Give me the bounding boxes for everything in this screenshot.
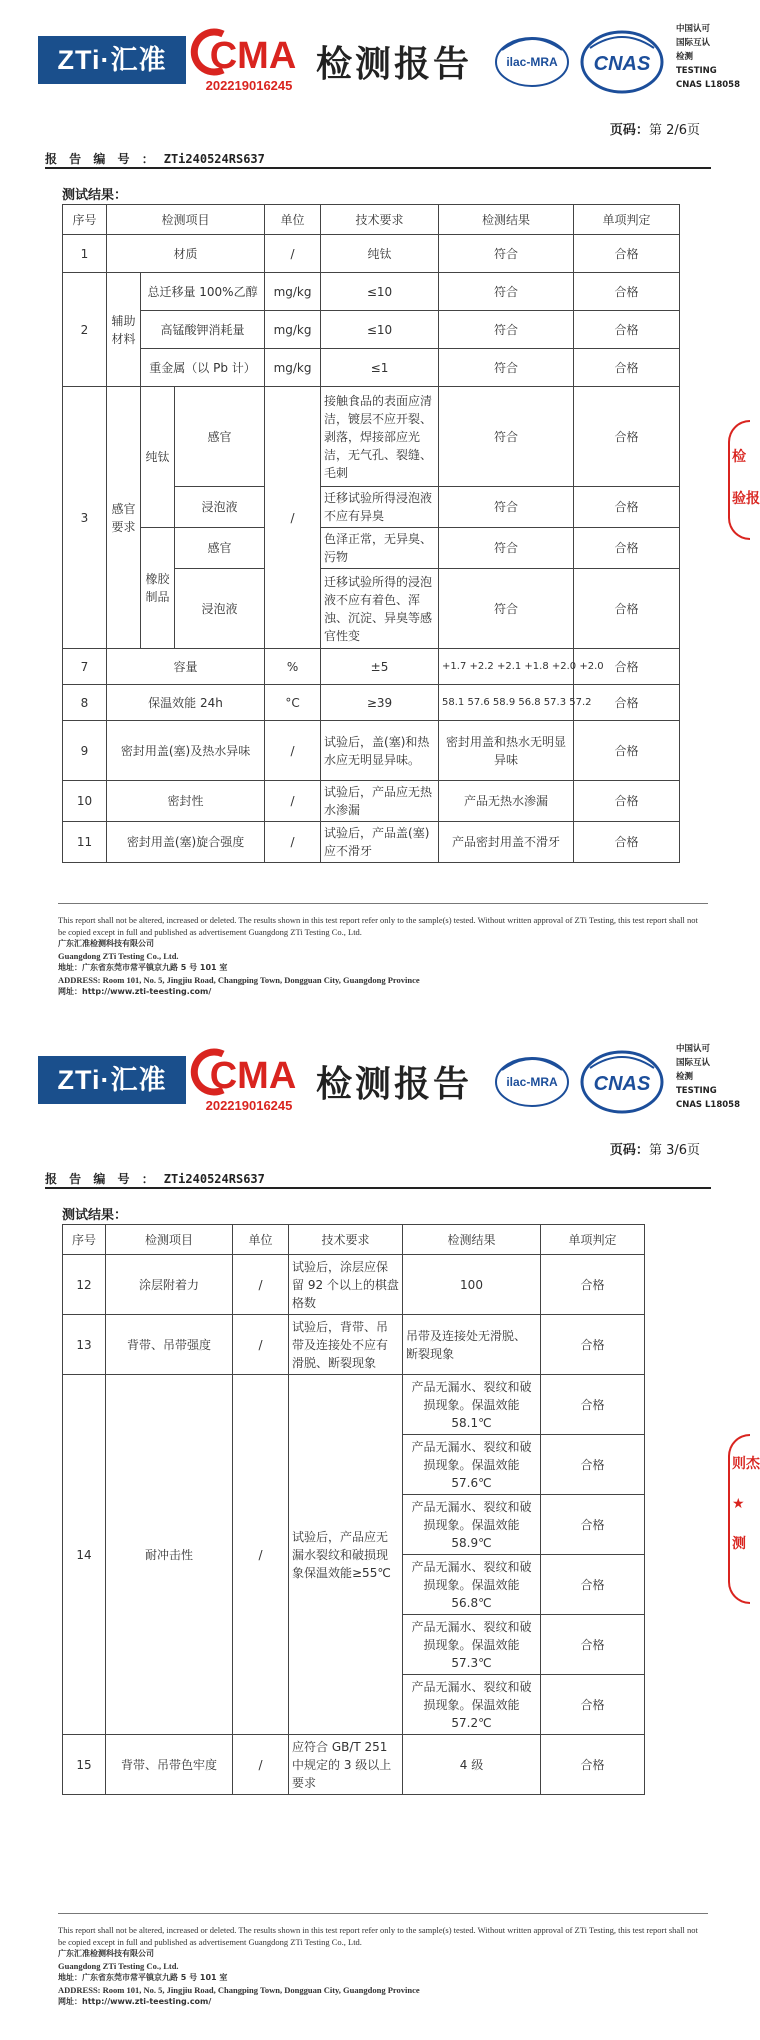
ilac-mra-logo bbox=[494, 28, 570, 96]
cnas-text: CNAS bbox=[593, 53, 651, 75]
results-table-a bbox=[62, 204, 680, 863]
report-footer: This report shall not be altered, increased or deleted. The results shown in this test report refer only to the sample(s) tested. Without written approval of ZTi Testing, this test report shall not be copied except in full and published as advertisement Guangdong ZTi Testing Co., Ltd. 广东汇准检测科技有限公司 Guangdong ZTi Testing Co., Ltd. 地址：广东省东莞市常平镇京九路 5 号 101 室 ADDRESS: Room 101, No. 5, Jingjiu Road, Changping Town, Dongguan City, Guangdong Province 网址：http://www.zti-teesting.com/ bbox=[58, 915, 698, 996]
cma-logo-text: CMA bbox=[209, 35, 297, 77]
table-row: 7 容量 % ±5 +1.7 +2.2 +2.1 +1.8 +2.0 +2.0 合格 bbox=[63, 649, 680, 685]
table-row: 10 密封性 / 试验后，产品应无热水渗漏 产品无热水渗漏 合格 bbox=[63, 781, 680, 822]
section-title: 测试结果： bbox=[62, 188, 128, 203]
table-row: 重金属（以 Pb 计） mg/kg ≤1 符合 合格 bbox=[63, 349, 680, 387]
footer-divider bbox=[58, 1913, 708, 1914]
cert-info: 中国认可 国际互认 检测 TESTING CNAS L18058 bbox=[676, 1044, 740, 1110]
report-header bbox=[0, 1042, 750, 1122]
cma-logo bbox=[195, 1048, 303, 1096]
cma-logo bbox=[195, 28, 303, 76]
table-row: 3 感官要求 纯钛 感官 / 接触食品的表面应清洁，镀层不应开裂、剥落，焊接部应光洁，无气孔、裂缝、毛刺 符合 合格 bbox=[63, 387, 680, 487]
table-row: 14 耐冲击性 / 试验后，产品应无漏水裂纹和破损现象保温效能≥55℃ 产品无漏水、裂纹和破损现象。保温效能 58.1℃ 合格 bbox=[63, 1375, 645, 1435]
page-number: 页码：第 2/6页 bbox=[609, 123, 700, 138]
page-number: 页码：第 3/6页 bbox=[609, 1143, 700, 1158]
cnas-logo bbox=[580, 28, 664, 96]
cnas-logo bbox=[580, 1048, 664, 1116]
table-header: 序号 检测项目 单位 技术要求 检测结果 单项判定 bbox=[63, 1225, 645, 1255]
table-row: 高锰酸钾消耗量 mg/kg ≤10 符合 合格 bbox=[63, 311, 680, 349]
cma-number: 202219016245 bbox=[205, 78, 293, 93]
table-row: 8 保温效能 24h °C ≥39 58.1 57.6 58.9 56.8 57.3 57.2 合格 bbox=[63, 685, 680, 721]
table-row: 浸泡液 迁移试验所得的浸泡液不应有着色、浑浊、沉淀、异臭等感官性变 符合 合格 bbox=[63, 569, 680, 649]
table-row: 产品无漏水、裂纹和破损现象。保温效能 58.9℃ 合格 bbox=[63, 1495, 645, 1555]
report-page-3 bbox=[0, 1020, 760, 2040]
report-header bbox=[0, 22, 750, 102]
table-row: 产品无漏水、裂纹和破损现象。保温效能 57.3℃ 合格 bbox=[63, 1615, 645, 1675]
table-row: 橡胶制品 感官 色泽正常，无异臭、污物 符合 合格 bbox=[63, 528, 680, 569]
table-row: 11 密封用盖(塞)旋合强度 / 试验后，产品盖(塞)应不滑牙 产品密封用盖不滑牙 合格 bbox=[63, 822, 680, 863]
table-row: 产品无漏水、裂纹和破损现象。保温效能 56.8℃ 合格 bbox=[63, 1555, 645, 1615]
zti-logo: ZTi·汇准 bbox=[38, 36, 186, 84]
report-title: 检测报告 bbox=[316, 1064, 473, 1105]
table-row: 12 涂层附着力 / 试验后，涂层应保留 92 个以上的棋盘格数 100 合格 bbox=[63, 1255, 645, 1315]
divider bbox=[45, 167, 711, 169]
table-row: 浸泡液 迁移试验所得浸泡液不应有异臭 符合 合格 bbox=[63, 487, 680, 528]
seal-stamp: 则杰 ★ 测 bbox=[728, 1434, 750, 1604]
section-title: 测试结果： bbox=[62, 1208, 128, 1223]
footer-divider bbox=[58, 903, 708, 904]
table-row: 2 辅助材料 总迁移量 100%乙醇 mg/kg ≤10 符合 合格 bbox=[63, 273, 680, 311]
results-table-b bbox=[62, 1224, 645, 1795]
table-row: 产品无漏水、裂纹和破损现象。保温效能 57.2℃ 合格 bbox=[63, 1675, 645, 1735]
table-row: 1 材质 / 纯钛 符合 合格 bbox=[63, 235, 680, 273]
cert-info: 中国认可 国际互认 检测 TESTING CNAS L18058 bbox=[676, 24, 740, 90]
report-number: 报 告 编 号 ： ZTi240524RS637 bbox=[45, 152, 265, 166]
cma-number: 202219016245 bbox=[205, 1098, 293, 1113]
seal-stamp: 检 验报 bbox=[728, 420, 750, 540]
table-row: 9 密封用盖(塞)及热水异味 / 试验后，盖(塞)和热水应无明显异味。 密封用盖和热水无明显异味 合格 bbox=[63, 721, 680, 781]
report-title: 检测报告 bbox=[316, 44, 473, 85]
table-row: 15 背带、吊带色牢度 / 应符合 GB/T 251 中规定的 3 级以上要求 4 级 合格 bbox=[63, 1735, 645, 1795]
cma-logo-text: CMA bbox=[209, 1055, 297, 1097]
ilac-text: ilac-MRA bbox=[506, 1075, 558, 1089]
table-header: 序号 检测项目 单位 技术要求 检测结果 单项判定 bbox=[63, 205, 680, 235]
report-footer: This report shall not be altered, increased or deleted. The results shown in this test report refer only to the sample(s) tested. Without written approval of ZTi Testing, this test report shall not be copied except in full and published as advertisement Guangdong ZTi Testing Co., Ltd. 广东汇准检测科技有限公司 Guangdong ZTi Testing Co., Ltd. 地址：广东省东莞市常平镇京九路 5 号 101 室 ADDRESS: Room 101, No. 5, Jingjiu Road, Changping Town, Dongguan City, Guangdong Province 网址：http://www.zti-teesting.com/ bbox=[58, 1925, 698, 2006]
divider bbox=[45, 1187, 711, 1189]
zti-logo: ZTi·汇准 bbox=[38, 1056, 186, 1104]
ilac-mra-logo bbox=[494, 1048, 570, 1116]
table-row: 产品无漏水、裂纹和破损现象。保温效能 57.6℃ 合格 bbox=[63, 1435, 645, 1495]
cnas-text: CNAS bbox=[593, 1073, 651, 1095]
table-row: 13 背带、吊带强度 / 试验后，背带、吊带及连接处不应有滑脱、断裂现象 吊带及连接处无滑脱、断裂现象 合格 bbox=[63, 1315, 645, 1375]
report-number: 报 告 编 号 ： ZTi240524RS637 bbox=[45, 1172, 265, 1186]
ilac-text: ilac-MRA bbox=[506, 55, 558, 69]
